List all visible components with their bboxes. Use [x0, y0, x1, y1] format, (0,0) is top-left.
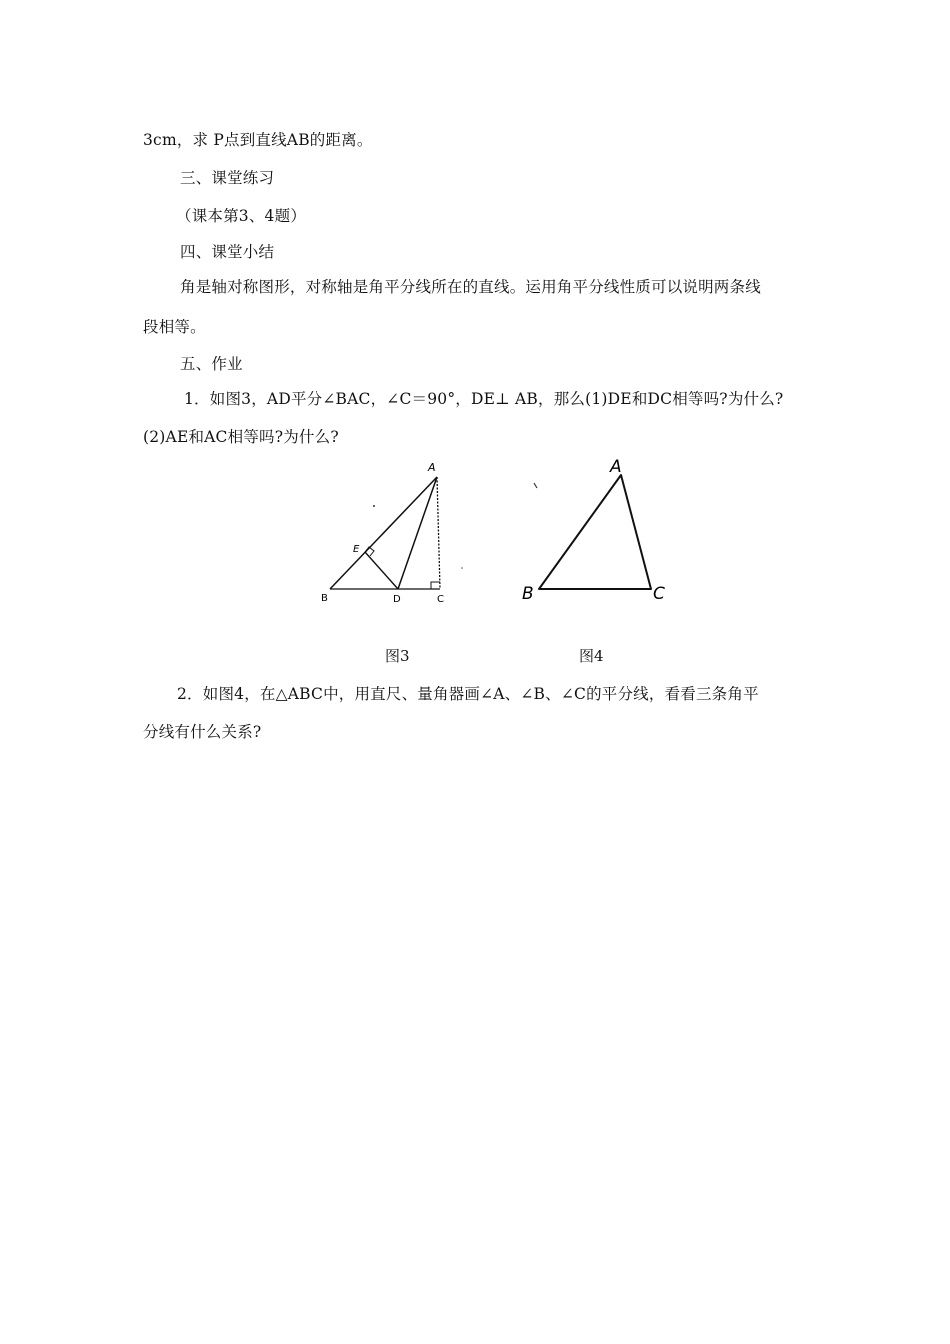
- figure-3-diagram: [310, 455, 485, 605]
- text-line-5: 角是轴对称图形，对称轴是角平分线所在的直线。运用角平分线性质可以说明两条线: [180, 278, 761, 296]
- label-c: C: [653, 584, 665, 604]
- text-line-6: 段相等。: [143, 318, 206, 336]
- section-heading-summary: 四、课堂小结: [180, 243, 275, 261]
- figure-3: [310, 455, 485, 609]
- text-line-10: 2．如图4，在△ABC中，用直尺、量角器画∠A、∠B、∠C的平分线，看看三条角平: [177, 685, 759, 703]
- text-line-1: 3cm，求 P点到直线AB的距离。: [143, 131, 373, 149]
- label-a: A: [610, 457, 622, 477]
- figure-4-caption: 图4: [579, 647, 604, 665]
- text-line-3: （课本第3、4题）: [176, 207, 307, 225]
- segment-ac: [437, 477, 440, 589]
- figure-3-caption: 图3: [385, 647, 410, 665]
- section-heading-practice: 三、课堂练习: [180, 169, 275, 187]
- triangle-abc: [539, 475, 651, 589]
- text-line-11: 分线有什么关系?: [143, 723, 262, 741]
- label-d: D: [393, 594, 401, 605]
- figure-4-diagram: [515, 455, 675, 605]
- label-e: E: [353, 544, 360, 555]
- figure-4: [515, 455, 675, 609]
- segment-ad: [398, 477, 437, 589]
- label-c: C: [437, 594, 444, 605]
- label-b: B: [321, 593, 328, 604]
- section-heading-homework: 五、作业: [180, 355, 243, 373]
- label-a: A: [428, 461, 436, 474]
- text-line-9: (2)AE和AC相等吗?为什么?: [143, 428, 339, 446]
- text-line-8: 1．如图3，AD平分∠BAC，∠C＝90°，DE⊥ AB，那么(1)DE和DC相等吗?为什么?: [184, 390, 784, 408]
- segment-de: [365, 552, 398, 589]
- label-b: B: [522, 584, 534, 604]
- right-angle-mark-c: [431, 582, 440, 589]
